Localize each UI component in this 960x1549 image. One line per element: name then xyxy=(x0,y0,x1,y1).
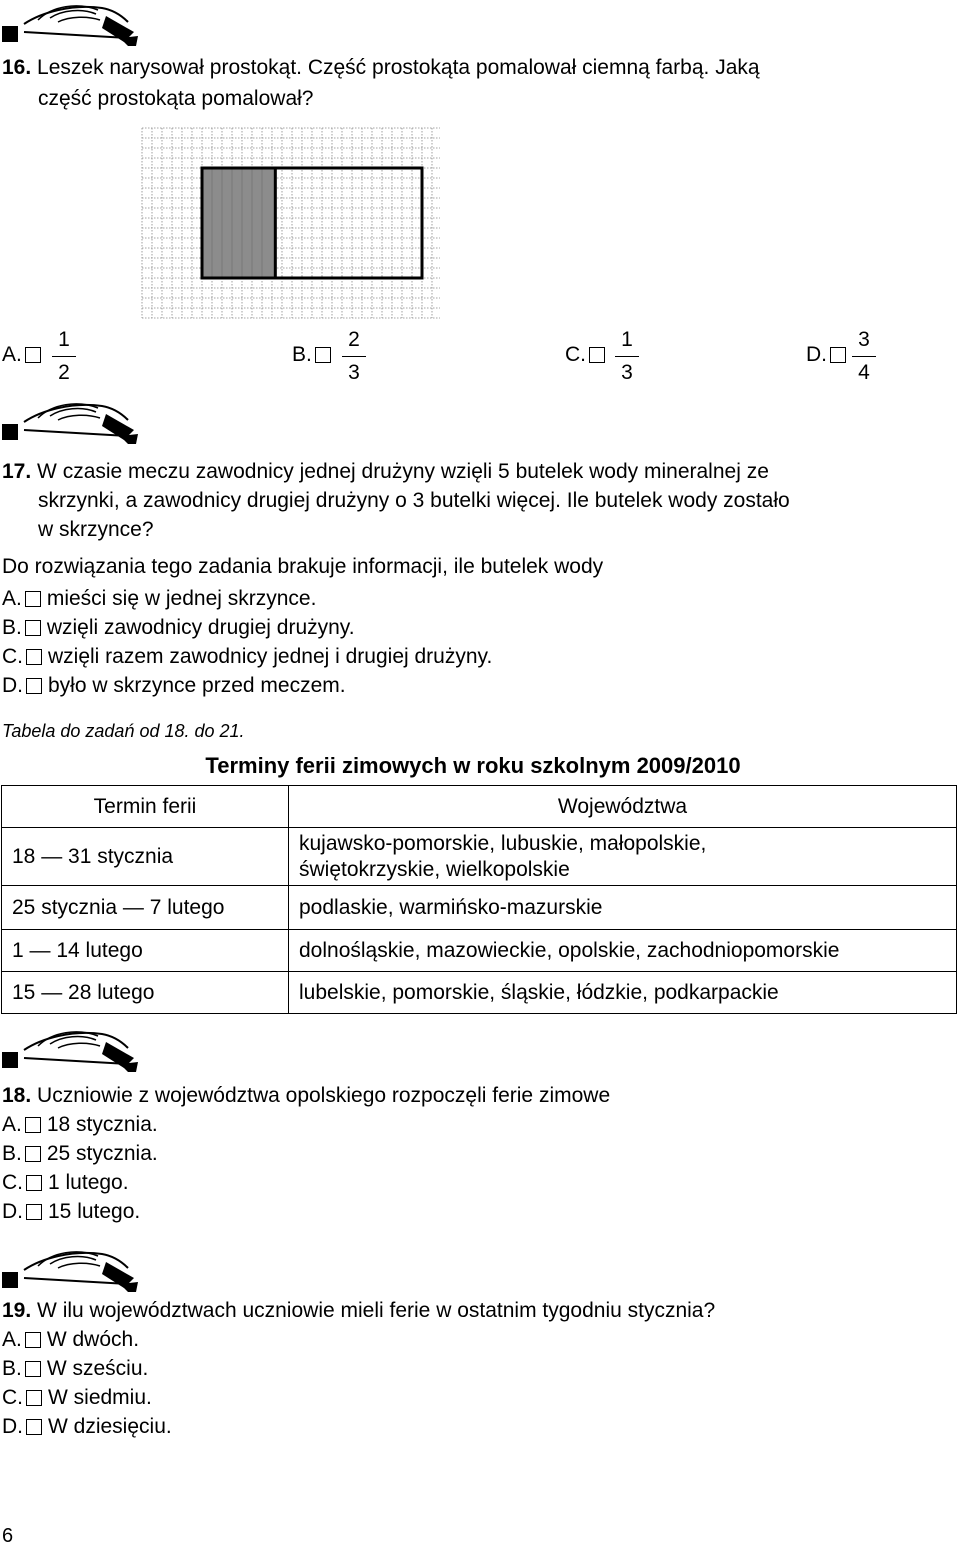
regions-cell: dolnośląskie, mazowieckie, opolskie, zachodniopomorskie xyxy=(289,930,957,972)
shaded-part xyxy=(202,168,275,278)
table-header-row xyxy=(2,786,957,828)
answer-checkbox[interactable] xyxy=(25,591,41,607)
page-number: 6 xyxy=(2,1525,14,1547)
q17-option-c xyxy=(2,644,492,670)
ferie-table xyxy=(1,785,957,1014)
fraction xyxy=(615,326,639,387)
q16-question-line1: 16. Leszek narysował prostokąt. Część prostokąta pomalował ciemną farbą. Jaką xyxy=(2,56,760,79)
fraction xyxy=(52,326,76,387)
regions-cell: kujawsko-pomorskie, lubuskie, małopolskie, świętokrzyskie, wielkopolskie xyxy=(289,828,957,886)
option-letter: D. xyxy=(2,1415,23,1438)
pencil-hand-icon xyxy=(2,1248,142,1292)
option-text: W dziesięciu. xyxy=(48,1415,172,1438)
answer-checkbox[interactable] xyxy=(589,347,605,363)
q19-question: 19. W ilu województwach uczniowie mieli ferie w ostatnim tygodniu stycznia? xyxy=(2,1299,716,1322)
option-text: 15 lutego. xyxy=(48,1200,141,1223)
option-letter: B. xyxy=(2,1142,22,1165)
fraction-bar xyxy=(52,356,76,357)
denominator: 4 xyxy=(858,361,870,384)
answer-checkbox[interactable] xyxy=(25,1117,41,1133)
fraction-bar xyxy=(852,356,876,357)
q18-option-a xyxy=(2,1112,158,1138)
q16-option-c xyxy=(565,328,633,384)
option-text: W sześciu. xyxy=(46,1357,149,1380)
option-letter: C. xyxy=(2,1386,23,1409)
fraction-bar xyxy=(615,356,639,357)
answer-checkbox[interactable] xyxy=(26,649,42,665)
q19-option-a xyxy=(2,1327,139,1353)
header-termin: Termin ferii xyxy=(2,786,289,828)
q17-question-line1: 17. W czasie meczu zawodnicy jednej drużyny wzięli 5 butelek wody mineralnej ze xyxy=(2,460,769,483)
numerator: 1 xyxy=(58,328,70,351)
option-text: 25 stycznia. xyxy=(46,1142,158,1165)
q17-question-line2: skrzynki, a zawodnicy drugiej drużyny o 3 butelki więcej. Ile butelek wody zostało xyxy=(38,489,790,512)
numerator: 2 xyxy=(348,328,360,351)
answer-checkbox[interactable] xyxy=(26,1175,42,1191)
option-letter: A. xyxy=(2,1328,22,1351)
option-text: 1 lutego. xyxy=(48,1171,129,1194)
option-letter: B. xyxy=(2,1357,22,1380)
option-letter: A. xyxy=(2,343,22,366)
pencil-hand-icon xyxy=(2,2,142,46)
numerator: 1 xyxy=(621,328,633,351)
q18-question: 18. Uczniowie z województwa opolskiego rozpoczęli ferie zimowe xyxy=(2,1084,611,1107)
option-text: W dwóch. xyxy=(46,1328,140,1351)
denominator: 3 xyxy=(348,361,360,384)
pencil-hand-icon xyxy=(2,400,142,444)
q16-option-a xyxy=(2,328,70,384)
q17-option-b xyxy=(2,615,355,641)
q17-stem: Do rozwiązania tego zadania brakuje informacji, ile butelek wody xyxy=(2,555,604,578)
q16-option-d xyxy=(806,328,870,384)
answer-checkbox[interactable] xyxy=(25,1332,41,1348)
fraction xyxy=(852,326,876,387)
table-row xyxy=(2,972,957,1014)
option-text: W siedmiu. xyxy=(48,1386,152,1409)
table-row xyxy=(2,828,957,886)
option-letter: C. xyxy=(2,645,23,668)
option-letter: C. xyxy=(2,1171,23,1194)
option-text: wzięli razem zawodnicy jednej i drugiej drużyny. xyxy=(48,645,493,668)
option-letter: D. xyxy=(2,1200,23,1223)
term-cell: 25 stycznia — 7 lutego xyxy=(2,886,289,930)
option-letter: D. xyxy=(2,674,23,697)
option-text: 18 stycznia. xyxy=(46,1113,158,1136)
pencil-hand-icon xyxy=(2,1028,142,1072)
numerator: 3 xyxy=(858,328,870,351)
table-row xyxy=(2,886,957,930)
answer-checkbox[interactable] xyxy=(25,1361,41,1377)
option-letter: C. xyxy=(565,343,586,366)
header-wojewodztwa: Województwa xyxy=(289,786,957,828)
option-letter: B. xyxy=(292,343,312,366)
regions-cell: podlaskie, warmińsko-mazurskie xyxy=(289,886,957,930)
q19-option-d xyxy=(2,1414,172,1440)
q16-question-line2: część prostokąta pomalował? xyxy=(38,87,314,110)
answer-checkbox[interactable] xyxy=(25,620,41,636)
q17-option-a xyxy=(2,586,316,612)
table-row xyxy=(2,930,957,972)
q17-question-line3: w skrzynce? xyxy=(38,518,154,541)
q18-option-c xyxy=(2,1170,129,1196)
option-text: mieści się w jednej skrzynce. xyxy=(46,587,317,610)
answer-checkbox[interactable] xyxy=(26,678,42,694)
answer-checkbox[interactable] xyxy=(26,1204,42,1220)
answer-checkbox[interactable] xyxy=(315,347,331,363)
fraction xyxy=(342,326,366,387)
option-letter: B. xyxy=(2,616,22,639)
option-text: było w skrzynce przed meczem. xyxy=(48,674,346,697)
q16-option-b xyxy=(292,328,360,384)
q19-option-c xyxy=(2,1385,152,1411)
q19-option-b xyxy=(2,1356,148,1382)
answer-checkbox[interactable] xyxy=(830,347,846,363)
answer-checkbox[interactable] xyxy=(26,1419,42,1435)
denominator: 2 xyxy=(58,361,70,384)
term-cell: 15 — 28 lutego xyxy=(2,972,289,1014)
answer-checkbox[interactable] xyxy=(25,1146,41,1162)
option-letter: A. xyxy=(2,587,22,610)
table-title: Terminy ferii zimowych w roku szkolnym 2009/2010 xyxy=(205,753,741,778)
option-letter: D. xyxy=(806,343,827,366)
answer-checkbox[interactable] xyxy=(25,347,41,363)
q18-option-b xyxy=(2,1141,158,1167)
term-cell: 18 — 31 stycznia xyxy=(2,828,289,886)
regions-cell: lubelskie, pomorskie, śląskie, łódzkie, podkarpackie xyxy=(289,972,957,1014)
answer-checkbox[interactable] xyxy=(26,1390,42,1406)
fraction-bar xyxy=(342,356,366,357)
option-text: wzięli zawodnicy drugiej drużyny. xyxy=(46,616,355,639)
term-cell: 1 — 14 lutego xyxy=(2,930,289,972)
q18-option-d xyxy=(2,1199,140,1225)
denominator: 3 xyxy=(621,361,633,384)
table-caption: Tabela do zadań od 18. do 21. xyxy=(2,721,245,741)
q16-number: 16. xyxy=(2,56,32,79)
q17-option-d xyxy=(2,673,346,699)
rectangle-grid-figure xyxy=(140,125,440,321)
option-letter: A. xyxy=(2,1113,22,1136)
